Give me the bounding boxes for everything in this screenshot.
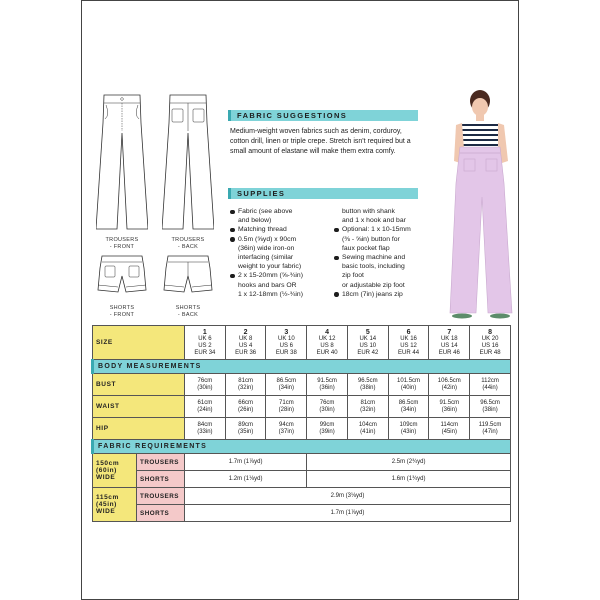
body-measurements-header-row bbox=[93, 360, 511, 374]
measure-in: (36in) bbox=[441, 406, 457, 413]
measure-cell bbox=[225, 374, 266, 396]
requirement-cell: 2.5m (2¾yd) bbox=[307, 454, 511, 471]
size-us: US 14 bbox=[440, 342, 458, 349]
size-eur: EUR 38 bbox=[275, 349, 297, 356]
measure-cm: 66cm bbox=[238, 399, 253, 406]
pattern-page bbox=[81, 0, 519, 600]
measure-cell bbox=[307, 374, 348, 396]
width-115-label bbox=[93, 488, 137, 522]
supplies-heading: SUPPLIES bbox=[228, 188, 418, 199]
shorts-back-drawing bbox=[162, 254, 214, 300]
shorts-label: SHORTS bbox=[137, 471, 185, 488]
size-us: US 6 bbox=[279, 342, 294, 349]
size-chart-table bbox=[91, 325, 511, 522]
supply-item: faux pocket flap bbox=[342, 244, 390, 252]
size-uk: UK 8 bbox=[238, 335, 253, 342]
bust-label: BUST bbox=[93, 374, 185, 396]
fabric-requirements-header-row bbox=[93, 440, 511, 454]
measure-cell bbox=[307, 396, 348, 418]
measure-in: (41in) bbox=[360, 428, 376, 435]
hip-label: HIP bbox=[93, 418, 185, 440]
supply-item: Matching thread bbox=[230, 225, 332, 234]
width-150-wide: WIDE bbox=[96, 474, 116, 481]
trousers-front-drawing bbox=[96, 93, 148, 233]
measure-cell bbox=[470, 396, 511, 418]
requirement-cell: 1.7m (1⅞yd) bbox=[185, 505, 511, 522]
measure-cell bbox=[307, 418, 348, 440]
size-8-cell bbox=[470, 326, 511, 360]
measure-cm: 101.5cm bbox=[397, 377, 421, 384]
measure-in: (33in) bbox=[197, 428, 213, 435]
width-115-cm: 115cm bbox=[96, 494, 119, 501]
trousers-label: TROUSERS bbox=[137, 454, 185, 471]
measure-in: (39in) bbox=[319, 428, 335, 435]
supply-item: or adjustable zip foot bbox=[342, 281, 405, 289]
measure-cell bbox=[347, 374, 388, 396]
fabric-suggestions-text: Medium-weight woven fabrics such as denim, corduroy, cotton drill, linen or triple crepe. Stretch isn't required but a small amount of elastane will make them extra comfy. bbox=[230, 128, 411, 155]
supply-item: and below) bbox=[238, 217, 272, 225]
measure-cm: 81cm bbox=[360, 399, 376, 406]
measure-cm: 112cm bbox=[481, 377, 499, 384]
supply-item: zip foot bbox=[342, 272, 364, 280]
measure-cm: 89cm bbox=[238, 421, 253, 428]
measure-cell bbox=[185, 418, 226, 440]
size-eur: EUR 48 bbox=[479, 349, 501, 356]
requirement-cell: 2.9m (3⅛yd) bbox=[185, 488, 511, 505]
measure-cm: 106.5cm bbox=[437, 377, 461, 384]
width-150-cm: 150cm bbox=[96, 460, 120, 467]
size-us: US 8 bbox=[320, 342, 334, 349]
measure-cell bbox=[266, 396, 307, 418]
bust-row bbox=[93, 374, 511, 396]
supply-item: (36in) wide iron-on bbox=[238, 244, 295, 252]
shorts-label: SHORTS bbox=[137, 505, 185, 522]
measure-cell bbox=[225, 396, 266, 418]
measure-cell bbox=[347, 396, 388, 418]
measure-in: (34in) bbox=[278, 384, 295, 391]
size-number: 1 bbox=[202, 328, 207, 336]
measure-in: (42in) bbox=[441, 384, 457, 391]
trousers-label: TROUSERS bbox=[137, 488, 185, 505]
size-uk: UK 10 bbox=[278, 335, 295, 342]
supplies-list-left bbox=[230, 207, 332, 299]
size-uk: UK 6 bbox=[198, 335, 212, 342]
measure-cm: 96.5cm bbox=[480, 399, 500, 406]
measure-in: (43in) bbox=[400, 428, 417, 435]
width-115-in: (45in) bbox=[96, 501, 117, 508]
size-eur: EUR 36 bbox=[235, 349, 257, 356]
fabric-suggestions-heading: FABRIC SUGGESTIONS bbox=[228, 110, 418, 121]
measure-in: (38in) bbox=[360, 384, 376, 391]
size-uk: UK 20 bbox=[481, 335, 499, 342]
measure-cell bbox=[388, 374, 429, 396]
fabric-150-shorts-row bbox=[93, 471, 511, 488]
measure-cm: 96.5cm bbox=[357, 377, 378, 384]
supply-item: interfacing (similar bbox=[238, 254, 294, 262]
waist-row bbox=[93, 396, 511, 418]
size-eur: EUR 46 bbox=[438, 349, 460, 356]
size-uk: UK 14 bbox=[359, 335, 377, 342]
size-eur: EUR 44 bbox=[398, 349, 420, 356]
trousers-front-caption: TROUSERS - FRONT bbox=[105, 237, 139, 250]
size-us: US 10 bbox=[359, 342, 377, 349]
measure-cm: 99cm bbox=[319, 421, 335, 428]
supply-item: button with shank bbox=[342, 208, 395, 215]
fabric-115-shorts-row bbox=[93, 505, 511, 522]
supply-item: 1 x 12-18mm (½-¾in) bbox=[238, 290, 303, 298]
width-115-wide: WIDE bbox=[96, 508, 116, 515]
shorts-back-caption: SHORTS - BACK bbox=[175, 305, 201, 318]
measure-cm: 91.5cm bbox=[317, 377, 337, 384]
size-uk: UK 18 bbox=[440, 335, 458, 342]
fabric-requirements-heading: FABRIC REQUIREMENTS bbox=[93, 440, 511, 454]
size-number: 7 bbox=[447, 328, 452, 336]
measure-cell bbox=[266, 418, 307, 440]
measure-cm: 91.5cm bbox=[439, 399, 460, 406]
measure-cm: 94cm bbox=[279, 421, 294, 428]
measure-cell bbox=[266, 374, 307, 396]
measure-in: (35in) bbox=[237, 428, 254, 435]
measure-in: (37in) bbox=[278, 428, 295, 435]
measure-in: (26in) bbox=[237, 406, 254, 413]
size-us: US 4 bbox=[238, 342, 253, 349]
measure-in: (38in) bbox=[482, 406, 498, 413]
measure-cell bbox=[388, 418, 429, 440]
size-1-cell bbox=[185, 326, 226, 360]
measure-cm: 109cm bbox=[399, 421, 418, 428]
measure-cell bbox=[429, 374, 470, 396]
size-eur: EUR 34 bbox=[194, 349, 216, 356]
fabric-150-trousers-row bbox=[93, 454, 511, 471]
supply-item: (⅜ - ⅝in) button for bbox=[342, 235, 400, 243]
measure-cell bbox=[470, 374, 511, 396]
measure-in: (36in) bbox=[319, 384, 335, 391]
supply-item: Fabric (see above bbox=[230, 207, 332, 216]
supplies-list-right bbox=[334, 207, 434, 299]
measure-cell bbox=[429, 396, 470, 418]
measure-in: (40in) bbox=[400, 384, 417, 391]
size-number: 6 bbox=[406, 328, 411, 336]
measure-cell bbox=[470, 418, 511, 440]
technical-drawings bbox=[82, 1, 224, 319]
supply-item: and 1 x hook and bar bbox=[342, 217, 406, 225]
size-number: 8 bbox=[488, 328, 493, 336]
measure-cm: 86.5cm bbox=[276, 377, 297, 384]
size-us: US 2 bbox=[198, 342, 212, 349]
measure-cell bbox=[185, 374, 226, 396]
trousers-back-drawing bbox=[162, 93, 214, 233]
measure-cm: 84cm bbox=[197, 421, 213, 428]
size-us: US 16 bbox=[481, 342, 499, 349]
size-number: 4 bbox=[325, 328, 330, 336]
measure-cm: 71cm bbox=[279, 399, 294, 406]
measure-cm: 114cm bbox=[440, 421, 459, 428]
supply-item: Sewing machine and bbox=[334, 253, 434, 262]
measure-in: (45in) bbox=[441, 428, 457, 435]
measure-in: (32in) bbox=[237, 384, 254, 391]
size-6-cell bbox=[388, 326, 429, 360]
requirement-cell: 1.6m (1¾yd) bbox=[307, 471, 511, 488]
size-eur: EUR 42 bbox=[357, 349, 379, 356]
supply-item: 0.5m (⅝yd) x 90cm bbox=[230, 235, 332, 244]
size-uk: UK 12 bbox=[318, 335, 336, 342]
model-photo bbox=[442, 87, 519, 319]
supply-item: hooks and bars OR bbox=[238, 281, 297, 289]
size-label: SIZE bbox=[93, 326, 185, 360]
supply-item: 2 x 15-20mm (⅝-¾in) bbox=[230, 271, 332, 280]
size-2-cell bbox=[225, 326, 266, 360]
fabric-115-trousers-row bbox=[93, 488, 511, 505]
size-7-cell bbox=[429, 326, 470, 360]
measure-cell bbox=[347, 418, 388, 440]
measure-cell bbox=[388, 396, 429, 418]
requirement-cell: 1.2m (1⅛yd) bbox=[185, 471, 307, 488]
hip-row bbox=[93, 418, 511, 440]
size-number: 3 bbox=[284, 328, 289, 336]
measure-cell bbox=[225, 418, 266, 440]
measure-cell bbox=[429, 418, 470, 440]
size-5-cell bbox=[347, 326, 388, 360]
measure-cm: 81cm bbox=[238, 377, 253, 384]
shorts-front-drawing bbox=[96, 254, 148, 300]
measure-in: (34in) bbox=[400, 406, 417, 413]
size-row bbox=[93, 326, 511, 360]
shorts-front-caption: SHORTS - FRONT bbox=[109, 305, 135, 318]
supply-item: weight to your fabric) bbox=[238, 263, 302, 271]
measure-in: (47in) bbox=[482, 428, 498, 435]
body-measurements-heading: BODY MEASUREMENTS bbox=[93, 360, 511, 374]
size-number: 5 bbox=[365, 328, 370, 336]
size-4-cell bbox=[307, 326, 348, 360]
size-us: US 12 bbox=[400, 342, 417, 349]
supply-item: Optional: 1 x 10-15mm bbox=[334, 225, 434, 234]
size-number: 2 bbox=[243, 328, 248, 336]
measure-cm: 61cm bbox=[197, 399, 213, 406]
measure-cm: 86.5cm bbox=[398, 399, 419, 406]
measure-cm: 76cm bbox=[197, 377, 213, 384]
size-uk: UK 16 bbox=[400, 335, 417, 342]
width-150-label bbox=[93, 454, 137, 488]
measure-cm: 104cm bbox=[358, 421, 377, 428]
measure-in: (32in) bbox=[360, 406, 376, 413]
measure-cm: 76cm bbox=[319, 399, 335, 406]
trousers-back-caption: TROUSERS - BACK bbox=[171, 237, 205, 250]
measure-cell bbox=[185, 396, 226, 418]
measure-in: (30in) bbox=[319, 406, 335, 413]
measure-in: (44in) bbox=[482, 384, 498, 391]
supply-item: 18cm (7in) jeans zip bbox=[334, 290, 434, 299]
width-150-in: (60in) bbox=[96, 467, 117, 474]
waist-label: WAIST bbox=[93, 396, 185, 418]
size-3-cell bbox=[266, 326, 307, 360]
requirement-cell: 1.7m (1⅞yd) bbox=[185, 454, 307, 471]
measure-cm: 119.5cm bbox=[478, 421, 502, 428]
measure-in: (24in) bbox=[197, 406, 213, 413]
measure-in: (28in) bbox=[278, 406, 295, 413]
measure-in: (30in) bbox=[197, 384, 213, 391]
supply-item: basic tools, including bbox=[342, 263, 405, 271]
size-eur: EUR 40 bbox=[316, 349, 338, 356]
